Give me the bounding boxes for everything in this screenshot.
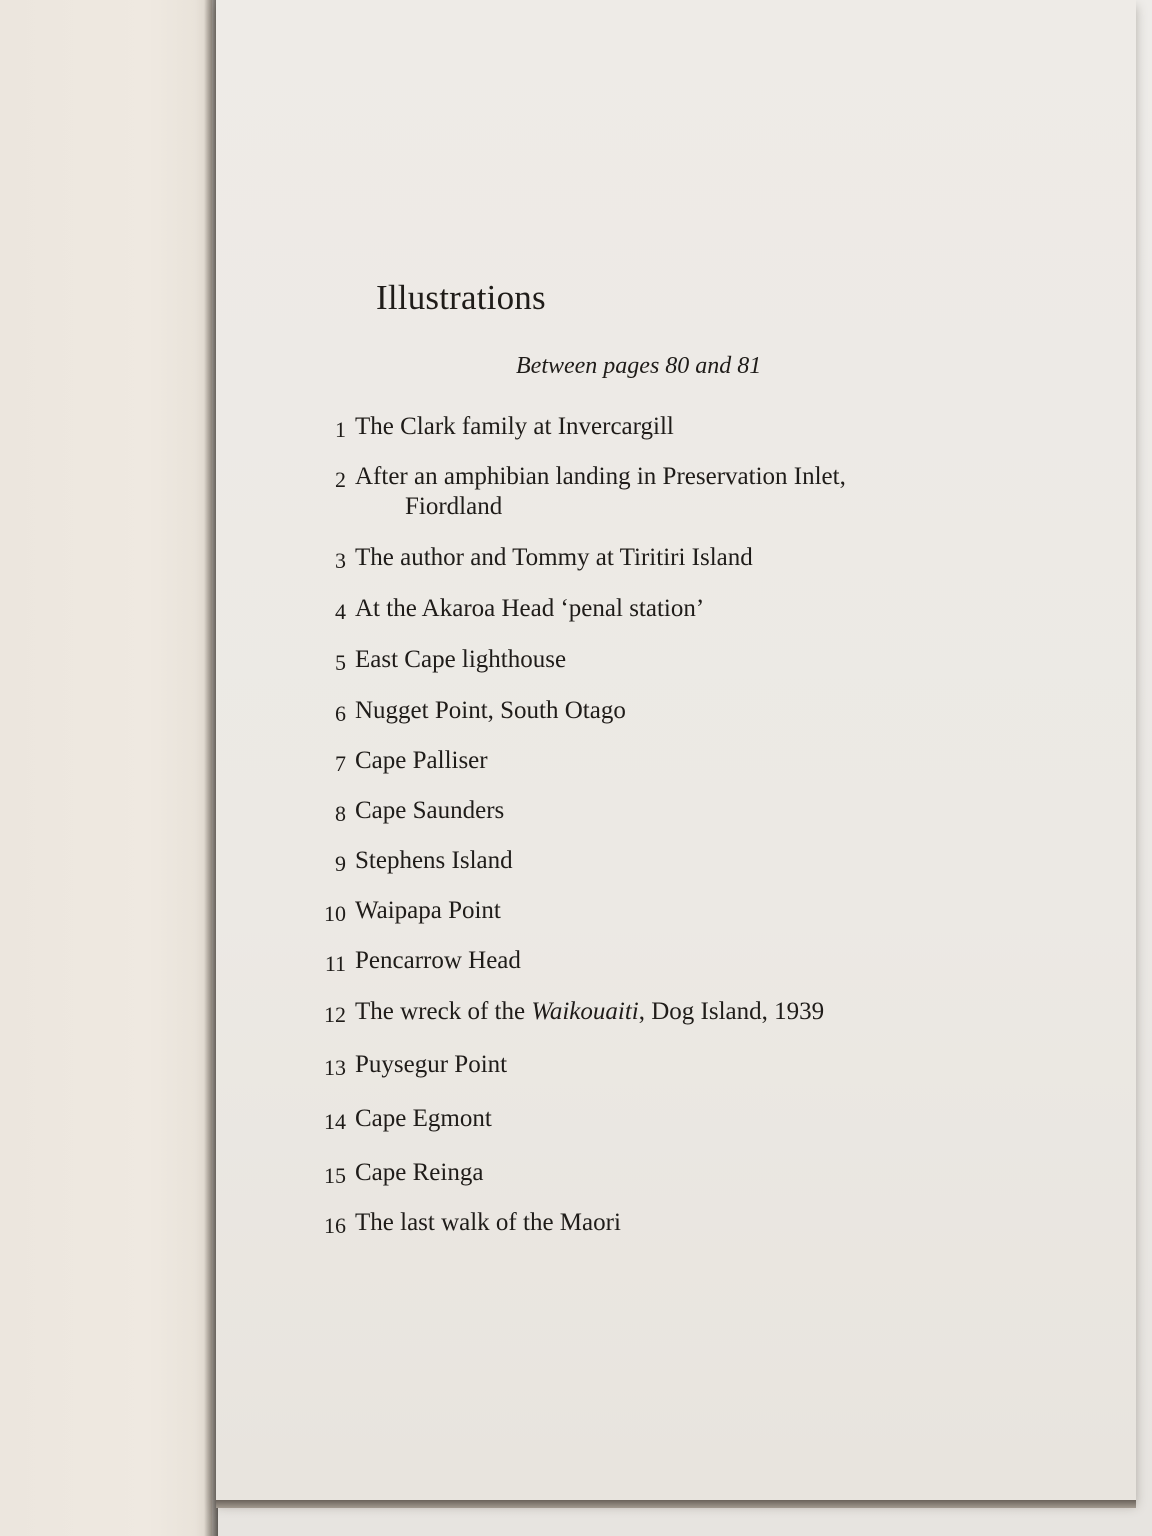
item-caption: Cape Egmont bbox=[355, 1105, 492, 1132]
item-caption-line-2: Fiordland bbox=[405, 493, 503, 520]
item-number: 11 bbox=[324, 951, 346, 976]
item-number: 14 bbox=[324, 1109, 346, 1134]
list-item-2 bbox=[216, 462, 1136, 532]
item-number: 16 bbox=[324, 1213, 346, 1238]
left-page bbox=[0, 0, 212, 1536]
list-item-16 bbox=[216, 1208, 1136, 1278]
item-caption: Stephens Island bbox=[355, 847, 513, 874]
item-number: 1 bbox=[335, 417, 346, 442]
item-number: 13 bbox=[324, 1055, 346, 1080]
item-caption: The last walk of the Maori bbox=[355, 1209, 621, 1236]
item-caption: Pencarrow Head bbox=[355, 947, 521, 974]
item-number: 9 bbox=[335, 851, 346, 876]
caption-post: , Dog Island, 1939 bbox=[638, 998, 825, 1025]
item-caption: The Clark family at Invercargill bbox=[355, 413, 674, 440]
item-number: 10 bbox=[324, 901, 346, 926]
caption-pre: The wreck of the bbox=[355, 998, 532, 1025]
item-number: 8 bbox=[335, 801, 346, 826]
illustrations-list bbox=[216, 0, 1136, 1500]
item-caption-line-1: After an amphibian landing in Preservation Inlet, bbox=[355, 463, 846, 490]
item-number: 4 bbox=[335, 599, 346, 624]
right-page bbox=[216, 0, 1136, 1500]
item-caption: Cape Reinga bbox=[355, 1159, 484, 1186]
item-caption: At the Akaroa Head ‘penal station’ bbox=[355, 595, 705, 622]
item-number: 5 bbox=[335, 650, 346, 675]
item-number: 2 bbox=[335, 467, 346, 492]
item-caption: East Cape lighthouse bbox=[355, 646, 567, 673]
page-content bbox=[216, 0, 1136, 1500]
page-title: Illustrations bbox=[376, 278, 546, 317]
item-caption: Puysegur Point bbox=[355, 1051, 508, 1078]
item-caption: The author and Tommy at Tiritiri Island bbox=[355, 544, 753, 571]
page-subtitle: Between pages 80 and 81 bbox=[516, 353, 762, 379]
item-caption: Cape Saunders bbox=[355, 797, 505, 824]
item-number: 15 bbox=[324, 1163, 346, 1188]
item-caption bbox=[355, 997, 824, 1027]
item-number: 3 bbox=[335, 548, 346, 573]
item-caption: Cape Palliser bbox=[355, 747, 488, 774]
item-number: 6 bbox=[335, 701, 346, 726]
ship-name: Waikouaiti bbox=[531, 998, 639, 1025]
item-number: 12 bbox=[324, 1002, 346, 1027]
item-caption bbox=[355, 462, 846, 522]
item-caption: Nugget Point, South Otago bbox=[355, 697, 626, 724]
item-caption: Waipapa Point bbox=[355, 897, 501, 924]
item-number: 7 bbox=[335, 751, 346, 776]
page-bottom-edge bbox=[216, 1500, 1136, 1508]
